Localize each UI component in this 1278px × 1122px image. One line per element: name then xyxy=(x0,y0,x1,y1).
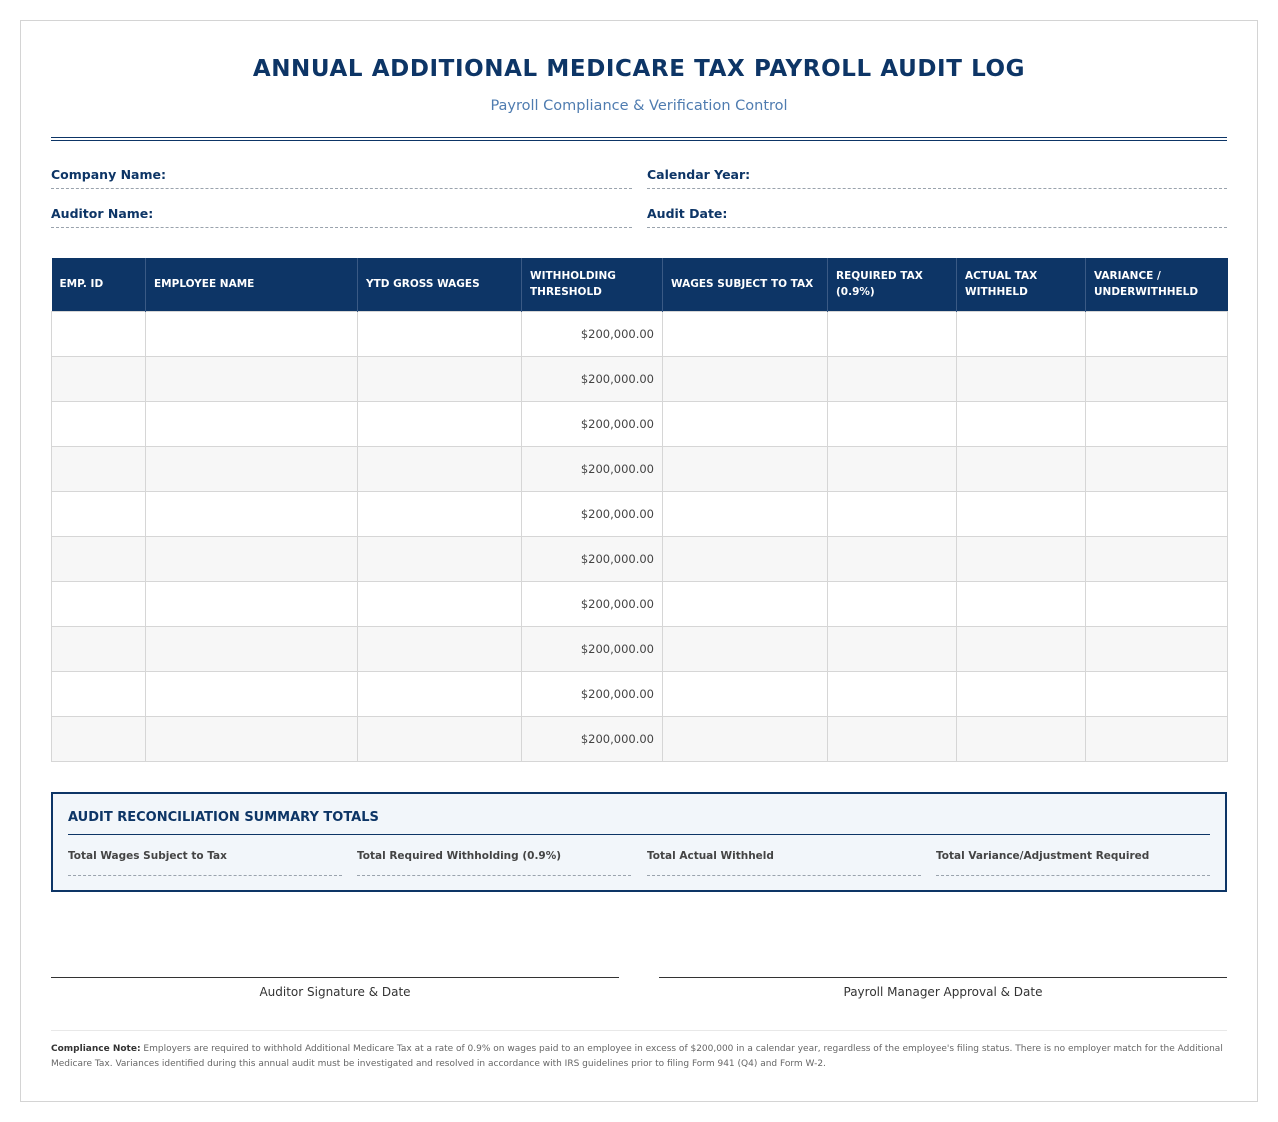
cell-wages-subject-to-tax[interactable] xyxy=(663,491,828,536)
table-row xyxy=(52,581,1228,626)
page-title: ANNUAL ADDITIONAL MEDICARE TAX PAYROLL AUDIT LOG xyxy=(252,56,1026,82)
table-row xyxy=(52,671,1228,716)
cell-variance[interactable] xyxy=(1086,626,1228,671)
total-variance-field[interactable] xyxy=(936,850,1210,876)
cell-variance[interactable] xyxy=(1086,356,1228,401)
company-name-field[interactable] xyxy=(51,167,632,189)
cell-withholding-threshold: $200,000.00 xyxy=(522,356,663,401)
cell-ytd-gross-wages[interactable] xyxy=(358,626,522,671)
cell-actual-tax-withheld[interactable] xyxy=(957,446,1086,491)
cell-withholding-threshold: $200,000.00 xyxy=(522,581,663,626)
auditor-signature-line[interactable] xyxy=(51,977,619,978)
cell-emp-id[interactable] xyxy=(52,491,146,536)
cell-variance[interactable] xyxy=(1086,671,1228,716)
col-header-withholding-threshold: WITHHOLDING THRESHOLD xyxy=(522,258,663,311)
cell-emp-id[interactable] xyxy=(52,311,146,356)
manager-approval-label: Payroll Manager Approval & Date xyxy=(843,985,1043,999)
audit-table xyxy=(51,258,1228,762)
table-row xyxy=(52,401,1228,446)
col-header-ytd-gross-wages: YTD GROSS WAGES xyxy=(358,258,522,311)
cell-employee-name[interactable] xyxy=(146,356,358,401)
cell-employee-name[interactable] xyxy=(146,626,358,671)
cell-variance[interactable] xyxy=(1086,716,1228,761)
col-header-variance: VARIANCE / UNDERWITHHELD xyxy=(1086,258,1228,311)
cell-emp-id[interactable] xyxy=(52,401,146,446)
cell-emp-id[interactable] xyxy=(52,671,146,716)
cell-employee-name[interactable] xyxy=(146,581,358,626)
cell-emp-id[interactable] xyxy=(52,356,146,401)
cell-actual-tax-withheld[interactable] xyxy=(957,716,1086,761)
summary-totals-box xyxy=(51,792,1227,892)
table-row xyxy=(52,491,1228,536)
cell-actual-tax-withheld[interactable] xyxy=(957,491,1086,536)
cell-required-tax[interactable] xyxy=(828,356,957,401)
compliance-note-text: Employers are required to withhold Additional Medicare Tax at a rate of 0.9% on wages paid to an employee in excess of $200,000 in a calendar year, regardless of the employee's filing status. There is no employer match for the Additional Medicare Tax. Variances identified during this annual audit must be investigated and resolved in accordance with IRS guidelines prior to filing Form 941 (Q4) and Form W-2. xyxy=(51,1044,1223,1069)
cell-emp-id[interactable] xyxy=(52,446,146,491)
compliance-note-label: Compliance Note: xyxy=(51,1044,141,1054)
cell-employee-name[interactable] xyxy=(146,446,358,491)
header-divider xyxy=(51,137,1227,141)
auditor-name-label: Auditor Name: xyxy=(51,206,154,221)
table-row xyxy=(52,446,1228,491)
total-variance-label: Total Variance/Adjustment Required xyxy=(936,850,1150,862)
cell-ytd-gross-wages[interactable] xyxy=(358,401,522,446)
audit-log-page xyxy=(20,20,1258,1102)
total-wages-subject-label: Total Wages Subject to Tax xyxy=(68,850,227,862)
cell-withholding-threshold: $200,000.00 xyxy=(522,716,663,761)
cell-required-tax[interactable] xyxy=(828,581,957,626)
cell-ytd-gross-wages[interactable] xyxy=(358,491,522,536)
total-wages-subject-field[interactable] xyxy=(68,850,342,876)
calendar-year-field[interactable] xyxy=(647,167,1227,189)
cell-required-tax[interactable] xyxy=(828,401,957,446)
total-required-withholding-field[interactable] xyxy=(357,850,631,876)
cell-required-tax[interactable] xyxy=(828,446,957,491)
note-divider xyxy=(51,1030,1227,1031)
cell-actual-tax-withheld[interactable] xyxy=(957,581,1086,626)
audit-table-body xyxy=(52,311,1228,761)
total-actual-withheld-label: Total Actual Withheld xyxy=(647,850,774,862)
cell-ytd-gross-wages[interactable] xyxy=(358,536,522,581)
cell-required-tax[interactable] xyxy=(828,491,957,536)
cell-actual-tax-withheld[interactable] xyxy=(957,401,1086,446)
cell-actual-tax-withheld[interactable] xyxy=(957,311,1086,356)
cell-actual-tax-withheld[interactable] xyxy=(957,671,1086,716)
cell-ytd-gross-wages[interactable] xyxy=(358,716,522,761)
cell-emp-id[interactable] xyxy=(52,716,146,761)
company-name-label: Company Name: xyxy=(51,167,166,182)
cell-emp-id[interactable] xyxy=(52,626,146,671)
cell-withholding-threshold: $200,000.00 xyxy=(522,626,663,671)
cell-employee-name[interactable] xyxy=(146,536,358,581)
table-row xyxy=(52,626,1228,671)
cell-variance[interactable] xyxy=(1086,311,1228,356)
cell-employee-name[interactable] xyxy=(146,311,358,356)
cell-required-tax[interactable] xyxy=(828,671,957,716)
cell-withholding-threshold: $200,000.00 xyxy=(522,671,663,716)
table-row xyxy=(52,311,1228,356)
cell-wages-subject-to-tax[interactable] xyxy=(663,311,828,356)
cell-ytd-gross-wages[interactable] xyxy=(358,356,522,401)
cell-employee-name[interactable] xyxy=(146,671,358,716)
auditor-name-field[interactable] xyxy=(51,206,632,228)
cell-wages-subject-to-tax[interactable] xyxy=(663,581,828,626)
cell-employee-name[interactable] xyxy=(146,716,358,761)
cell-wages-subject-to-tax[interactable] xyxy=(663,626,828,671)
table-row xyxy=(52,536,1228,581)
cell-wages-subject-to-tax[interactable] xyxy=(663,446,828,491)
cell-withholding-threshold: $200,000.00 xyxy=(522,311,663,356)
total-required-withholding-label: Total Required Withholding (0.9%) xyxy=(357,850,562,862)
cell-required-tax[interactable] xyxy=(828,311,957,356)
cell-ytd-gross-wages[interactable] xyxy=(358,446,522,491)
cell-variance[interactable] xyxy=(1086,446,1228,491)
cell-emp-id[interactable] xyxy=(52,581,146,626)
cell-variance[interactable] xyxy=(1086,491,1228,536)
table-row xyxy=(52,356,1228,401)
page-subtitle: Payroll Compliance & Verification Control xyxy=(490,98,788,114)
cell-required-tax[interactable] xyxy=(828,626,957,671)
cell-withholding-threshold: $200,000.00 xyxy=(522,536,663,581)
auditor-signature-label: Auditor Signature & Date xyxy=(259,985,411,999)
cell-employee-name[interactable] xyxy=(146,491,358,536)
total-actual-withheld-field[interactable] xyxy=(647,850,921,876)
summary-title: AUDIT RECONCILIATION SUMMARY TOTALS xyxy=(68,810,1210,835)
calendar-year-label: Calendar Year: xyxy=(647,167,751,182)
col-header-emp-id: EMP. ID xyxy=(52,258,146,311)
col-header-wages-subject-to-tax: WAGES SUBJECT TO TAX xyxy=(663,258,828,311)
cell-required-tax[interactable] xyxy=(828,536,957,581)
cell-ytd-gross-wages[interactable] xyxy=(358,581,522,626)
audit-date-label: Audit Date: xyxy=(647,206,728,221)
cell-actual-tax-withheld[interactable] xyxy=(957,536,1086,581)
table-row xyxy=(52,716,1228,761)
table-header-row xyxy=(52,258,1228,311)
cell-required-tax[interactable] xyxy=(828,716,957,761)
cell-variance[interactable] xyxy=(1086,536,1228,581)
cell-actual-tax-withheld[interactable] xyxy=(957,626,1086,671)
col-header-required-tax: REQUIRED TAX (0.9%) xyxy=(828,258,957,311)
cell-wages-subject-to-tax[interactable] xyxy=(663,716,828,761)
cell-withholding-threshold: $200,000.00 xyxy=(522,491,663,536)
cell-wages-subject-to-tax[interactable] xyxy=(663,536,828,581)
cell-withholding-threshold: $200,000.00 xyxy=(522,401,663,446)
compliance-note xyxy=(51,1042,1227,1072)
col-header-employee-name: EMPLOYEE NAME xyxy=(146,258,358,311)
cell-variance[interactable] xyxy=(1086,581,1228,626)
manager-approval-line[interactable] xyxy=(659,977,1227,978)
cell-wages-subject-to-tax[interactable] xyxy=(663,401,828,446)
cell-actual-tax-withheld[interactable] xyxy=(957,356,1086,401)
cell-emp-id[interactable] xyxy=(52,536,146,581)
col-header-actual-tax-withheld: ACTUAL TAX WITHHELD xyxy=(957,258,1086,311)
cell-withholding-threshold: $200,000.00 xyxy=(522,446,663,491)
cell-wages-subject-to-tax[interactable] xyxy=(663,356,828,401)
cell-ytd-gross-wages[interactable] xyxy=(358,671,522,716)
cell-ytd-gross-wages[interactable] xyxy=(358,311,522,356)
cell-wages-subject-to-tax[interactable] xyxy=(663,671,828,716)
cell-variance[interactable] xyxy=(1086,401,1228,446)
cell-employee-name[interactable] xyxy=(146,401,358,446)
audit-date-field[interactable] xyxy=(647,206,1227,228)
